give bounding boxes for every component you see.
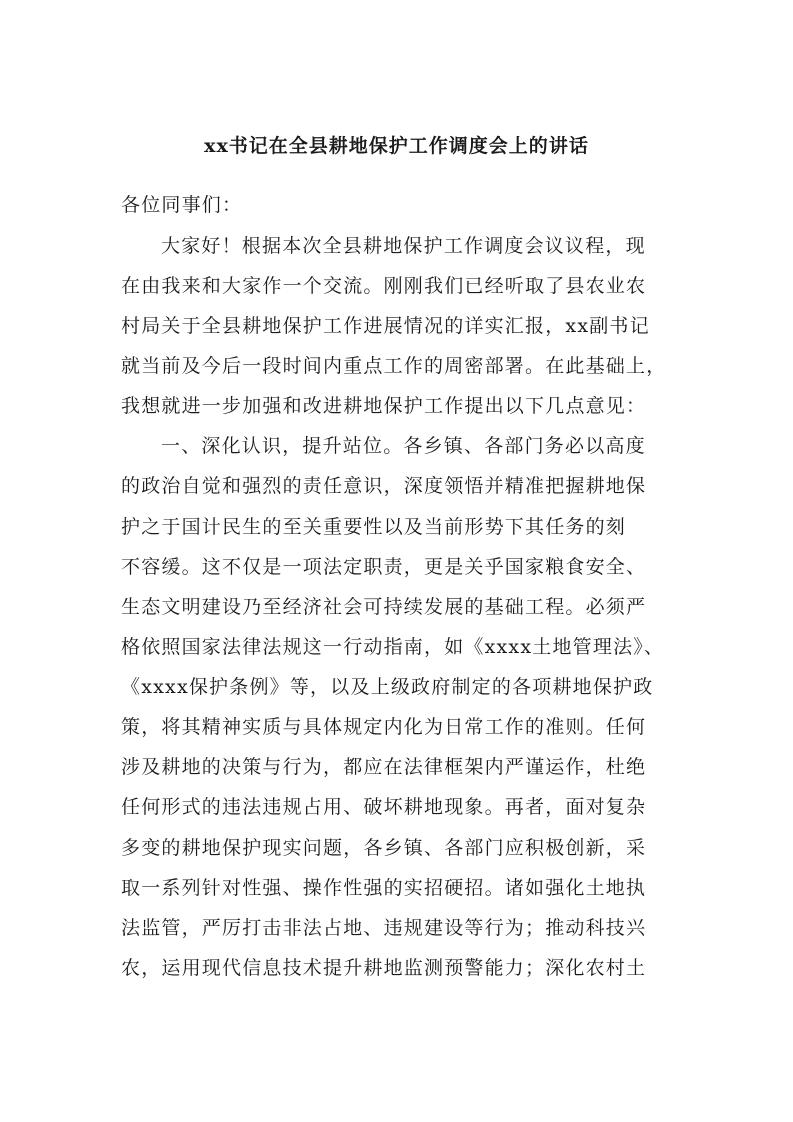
paragraph-line: 在由我来和大家作一个交流。刚刚我们已经听取了县农业农 bbox=[121, 275, 647, 297]
paragraph-line: 《xxxx保护条例》等，以及上级政府制定的各项耕地保护政 bbox=[121, 676, 654, 698]
paragraph-line: 生态文明建设乃至经济社会可持续发展的基础工程。必须严 bbox=[121, 596, 647, 618]
paragraph-line: 的政治自觉和强烈的责任意识，深度领悟并精准把握耕地保 bbox=[121, 475, 647, 497]
document-title: xx书记在全县耕地保护工作调度会上的讲话 bbox=[204, 135, 589, 157]
paragraph-line: 大家好！根据本次全县耕地保护工作调度会议议程，现 bbox=[161, 235, 646, 257]
paragraph-line: 村局关于全县耕地保护工作进展情况的详实汇报，xx副书记 bbox=[121, 315, 650, 337]
paragraph-line: 策，将其精神实质与具体规定内化为日常工作的准则。任何 bbox=[121, 716, 647, 738]
paragraph-line: 格依照国家法律法规这一行动指南，如《xxxx土地管理法》、 bbox=[121, 636, 665, 658]
paragraph-line: 取一系列针对性强、操作性强的实招硬招。诸如强化土地执 bbox=[121, 877, 647, 899]
paragraph-line: 不容缓。这不仅是一项法定职责，更是关乎国家粮食安全、 bbox=[121, 556, 647, 578]
paragraph-line: 就当前及今后一段时间内重点工作的周密部署。在此基础上， bbox=[121, 355, 667, 377]
paragraph-line: 法监管，严厉打击非法占地、违规建设等行为；推动科技兴 bbox=[121, 917, 647, 939]
paragraph-line: 涉及耕地的决策与行为，都应在法律框架内严谨运作，杜绝 bbox=[121, 756, 647, 778]
paragraph-line: 护之于国计民生的至关重要性以及当前形势下其任务的刻 bbox=[121, 516, 627, 538]
paragraph-line: 我想就进一步加强和改进耕地保护工作提出以下几点意见： bbox=[121, 395, 647, 417]
paragraph-line: 农，运用现代信息技术提升耕地监测预警能力；深化农村土 bbox=[121, 957, 647, 979]
salutation: 各位同事们： bbox=[121, 194, 243, 216]
paragraph-line: 任何形式的违法违规占用、破坏耕地现象。再者，面对复杂 bbox=[121, 796, 647, 818]
section-heading-line: 一、深化认识，提升站位。各乡镇、各部门务必以高度 bbox=[161, 435, 646, 457]
paragraph-line: 多变的耕地保护现实问题，各乡镇、各部门应积极创新，采 bbox=[121, 837, 647, 859]
